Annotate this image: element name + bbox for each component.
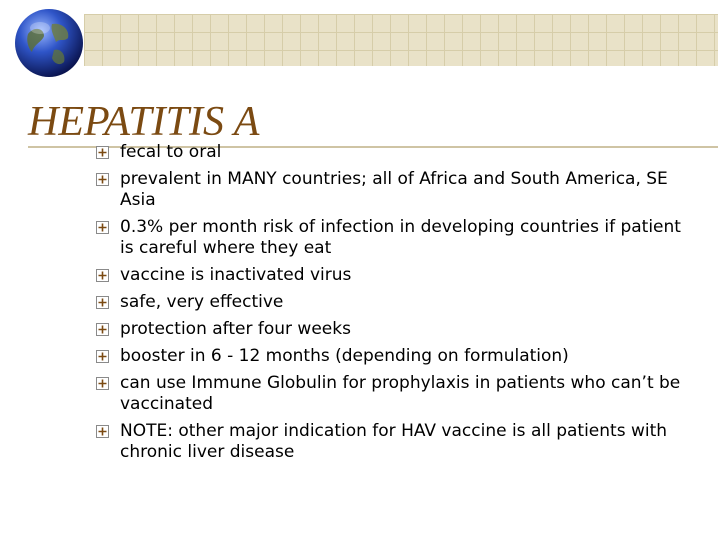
list-item bbox=[92, 217, 692, 259]
globe-icon bbox=[14, 8, 84, 78]
bullet-text: protection after four weeks bbox=[120, 319, 351, 339]
bullet-text: NOTE: other major indication for HAV vaccine is all patients with chronic liver disease bbox=[120, 421, 668, 462]
square-plus-bullet-icon bbox=[96, 173, 109, 186]
bullet-text: fecal to oral bbox=[120, 142, 222, 162]
bullet-text: prevalent in MANY countries; all of Africa and South America, SE Asia bbox=[120, 169, 668, 210]
bullet-text: vaccine is inactivated virus bbox=[120, 265, 352, 285]
square-plus-bullet-icon bbox=[96, 323, 109, 336]
bullet-text: can use Immune Globulin for prophylaxis in patients who can’t be vaccinated bbox=[120, 373, 681, 414]
list-item bbox=[92, 319, 692, 340]
square-plus-bullet-icon bbox=[96, 296, 109, 309]
list-item bbox=[92, 169, 692, 211]
square-plus-bullet-icon bbox=[96, 350, 109, 363]
bullet-list bbox=[92, 142, 692, 469]
bullet-text: safe, very effective bbox=[120, 292, 284, 312]
square-plus-bullet-icon bbox=[96, 377, 109, 390]
square-plus-bullet-icon bbox=[96, 425, 109, 438]
list-item bbox=[92, 265, 692, 286]
list-item bbox=[92, 373, 692, 415]
world-map-banner bbox=[84, 14, 718, 66]
square-plus-bullet-icon bbox=[96, 146, 109, 159]
slide-title: HEPATITIS A bbox=[28, 99, 260, 145]
list-item bbox=[92, 421, 692, 463]
square-plus-bullet-icon bbox=[96, 269, 109, 282]
bullet-text: 0.3% per month risk of infection in developing countries if patient is careful where they eat bbox=[120, 217, 681, 258]
list-item bbox=[92, 142, 692, 163]
list-item bbox=[92, 346, 692, 367]
bullet-text: booster in 6 - 12 months (depending on formulation) bbox=[120, 346, 569, 366]
list-item bbox=[92, 292, 692, 313]
square-plus-bullet-icon bbox=[96, 221, 109, 234]
